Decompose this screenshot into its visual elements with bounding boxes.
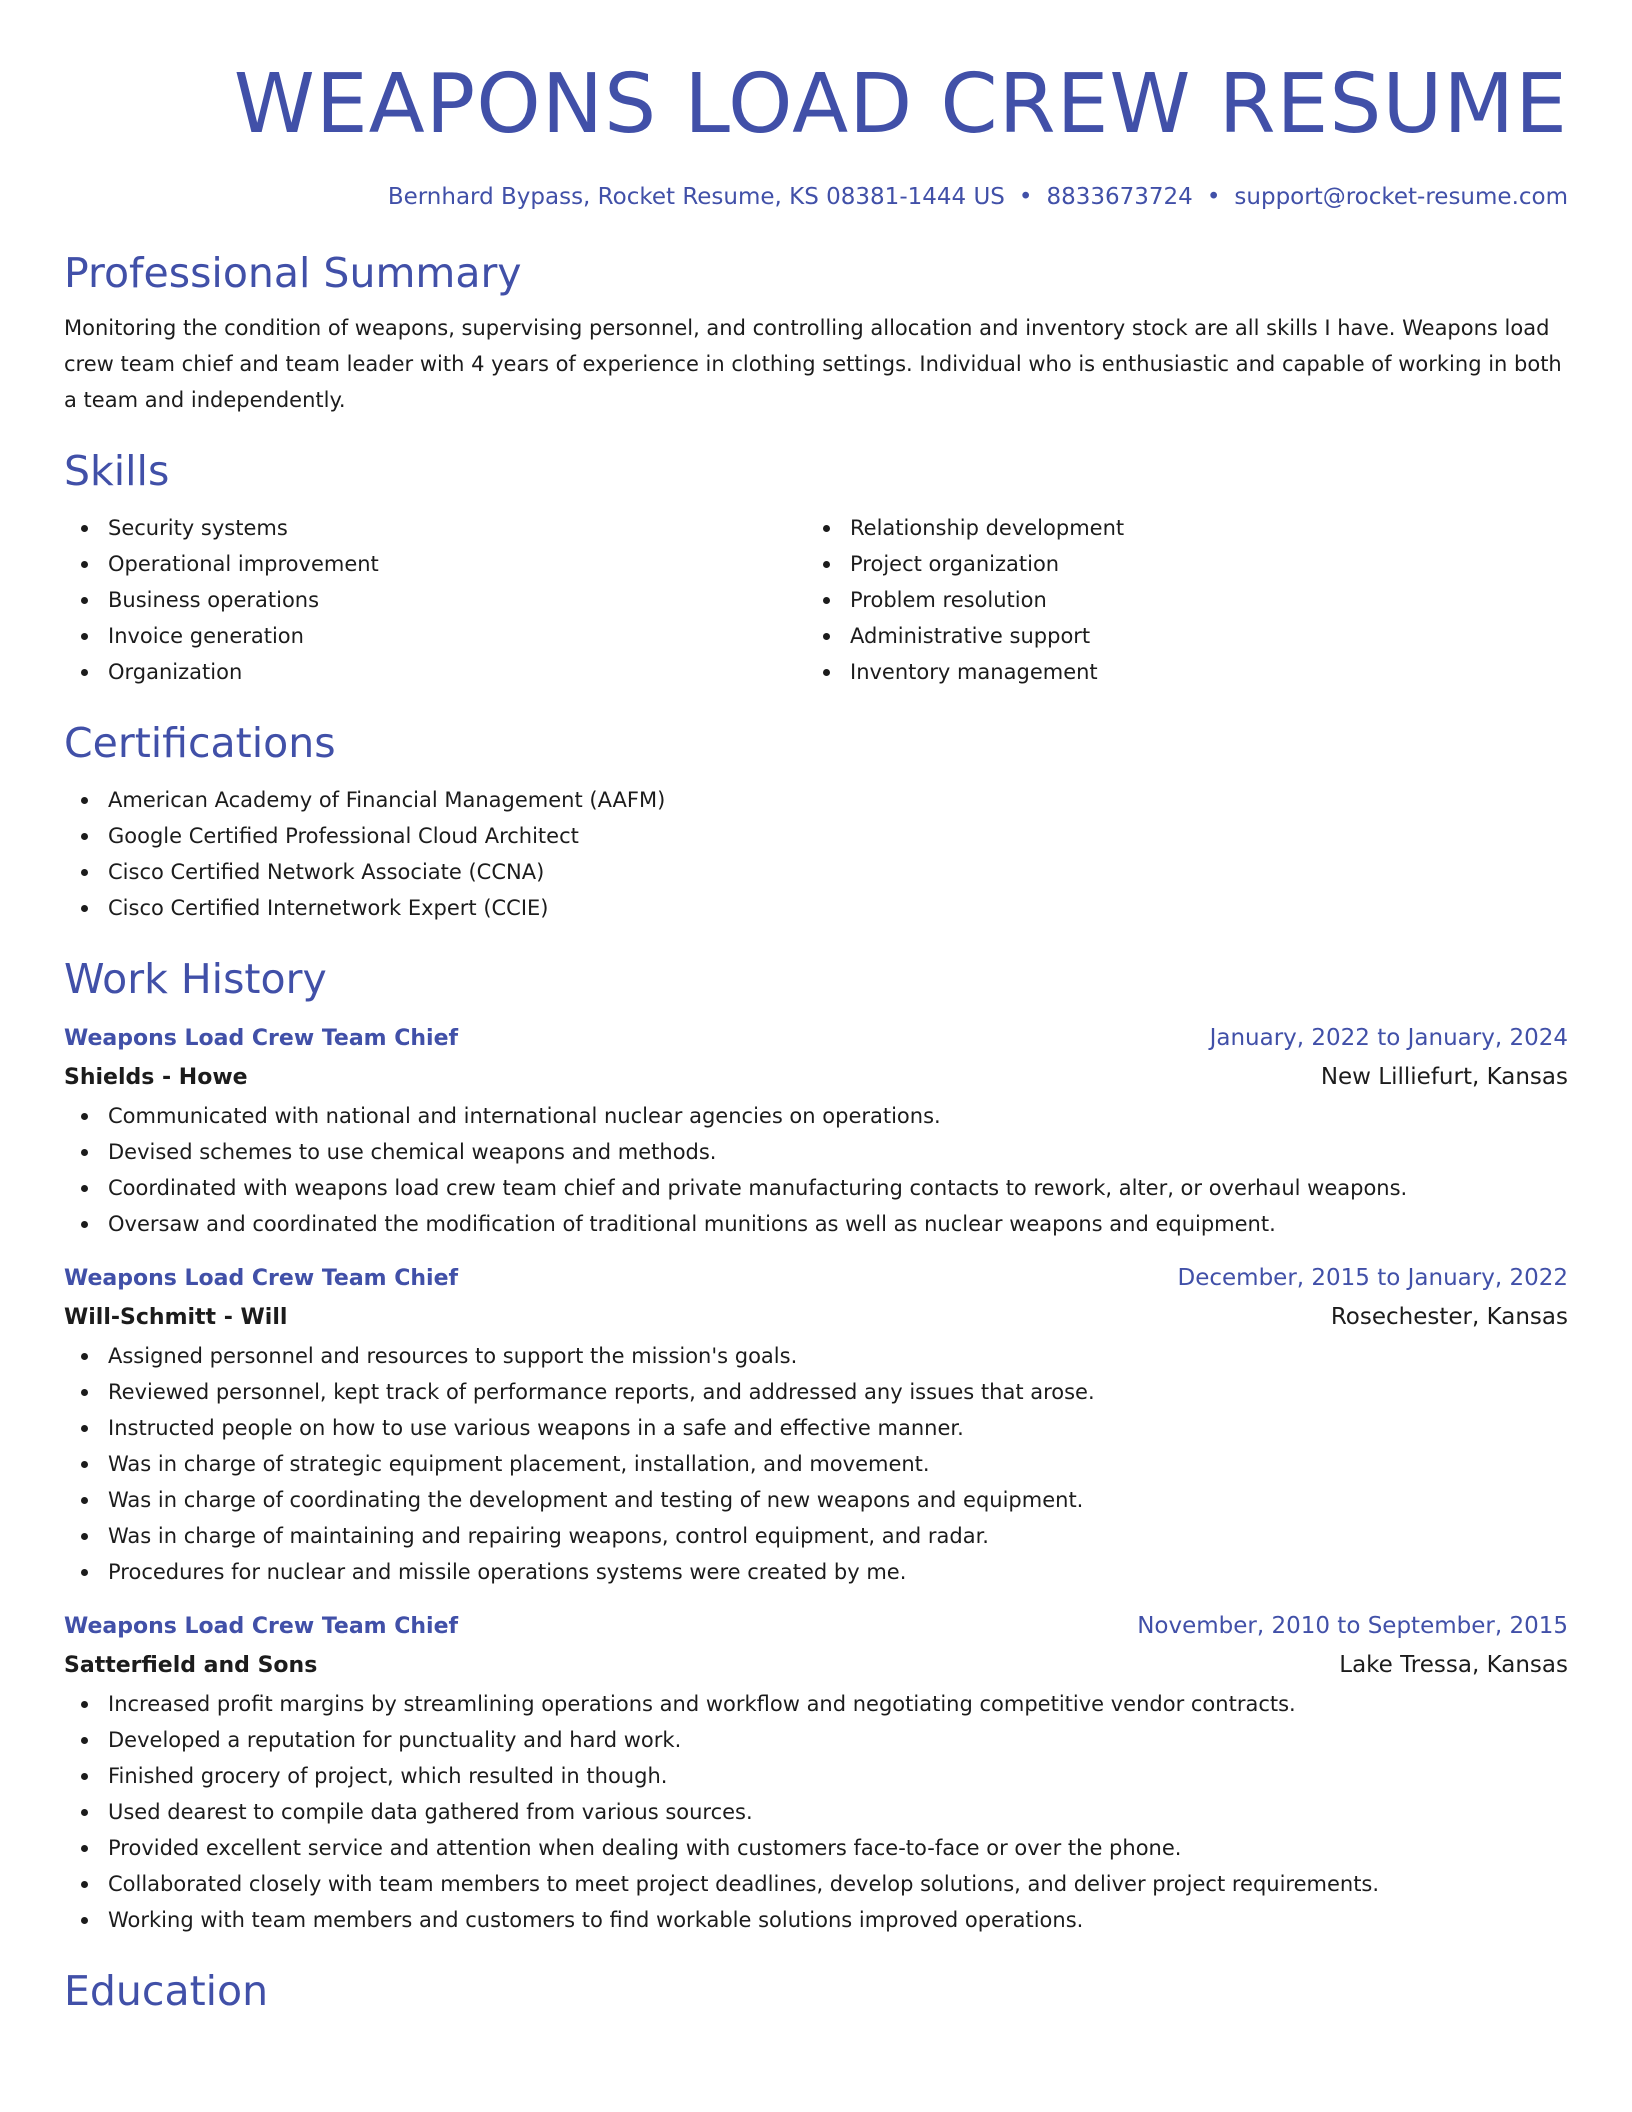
skill-item: Operational improvement (64, 546, 806, 582)
skills-list (64, 510, 1568, 690)
job-bullets (64, 1098, 1568, 1242)
contact-address: Bernhard Bypass, Rocket Resume, KS 08381-1444 US (387, 184, 1005, 210)
job-bullet: Procedures for nuclear and missile operations systems were created by me. (64, 1554, 1568, 1590)
certification-item: American Academy of Financial Management (AAFM) (64, 782, 1568, 818)
job-header-row (64, 1020, 1568, 1057)
contact-separator: • (1206, 184, 1221, 210)
job-title: Weapons Load Crew Team Chief (64, 1266, 459, 1291)
skill-item: Inventory management (806, 654, 1548, 690)
job-header-row (64, 1608, 1568, 1645)
skill-item: Problem resolution (806, 582, 1548, 618)
job-bullet: Finished grocery of project, which resulted in though. (64, 1758, 1568, 1794)
job-company-row (64, 1057, 1568, 1098)
job-bullet: Assigned personnel and resources to support the mission's goals. (64, 1338, 1568, 1374)
certification-item: Cisco Certified Internetwork Expert (CCIE) (64, 890, 1568, 926)
job-location: Rosechester, Kansas (1330, 1304, 1568, 1330)
job-location: Lake Tressa, Kansas (1339, 1652, 1568, 1678)
summary-heading: Professional Summary (64, 249, 522, 297)
job-bullet: Used dearest to compile data gathered from various sources. (64, 1794, 1568, 1830)
job-bullet: Devised schemes to use chemical weapons and methods. (64, 1134, 1568, 1170)
job-bullet: Oversaw and coordinated the modification of traditional munitions as well as nuclear weapons and equipment. (64, 1206, 1568, 1242)
skill-item: Administrative support (806, 618, 1548, 654)
contact-line (64, 182, 1568, 212)
resume-page (64, 0, 1568, 2018)
contact-separator: • (1018, 184, 1033, 210)
job-company: Satterfield and Sons (64, 1653, 318, 1678)
job-title: Weapons Load Crew Team Chief (64, 1614, 459, 1639)
job-company-row (64, 1645, 1568, 1686)
job-bullet: Was in charge of maintaining and repairing weapons, control equipment, and radar. (64, 1518, 1568, 1554)
job-bullet: Working with team members and customers to find workable solutions improved operations. (64, 1902, 1568, 1938)
skill-item: Business operations (64, 582, 806, 618)
job-dates: November, 2010 to September, 2015 (1137, 1613, 1568, 1639)
job-company: Shields - Howe (64, 1065, 248, 1090)
job-entry (64, 1608, 1568, 1938)
job-entry (64, 1260, 1568, 1590)
skills-column-right (806, 510, 1548, 690)
job-dates: January, 2022 to January, 2024 (1209, 1025, 1568, 1051)
job-location: New Lilliefurt, Kansas (1320, 1064, 1568, 1090)
job-bullets (64, 1686, 1568, 1938)
skill-item: Relationship development (806, 510, 1548, 546)
skills-heading: Skills (64, 447, 170, 495)
job-company: Will-Schmitt - Will (64, 1305, 288, 1330)
education-heading: Education (64, 1967, 269, 2015)
skill-item: Invoice generation (64, 618, 806, 654)
contact-phone: 8833673724 (1046, 184, 1193, 210)
skill-item: Project organization (806, 546, 1548, 582)
job-bullet: Increased profit margins by streamlining operations and workflow and negotiating competitive vendor contracts. (64, 1686, 1568, 1722)
certifications-heading: Certifications (64, 719, 336, 767)
job-bullet: Communicated with national and international nuclear agencies on operations. (64, 1098, 1568, 1134)
job-bullet: Was in charge of strategic equipment placement, installation, and movement. (64, 1446, 1568, 1482)
job-dates: December, 2015 to January, 2022 (1177, 1265, 1568, 1291)
job-title: Weapons Load Crew Team Chief (64, 1026, 459, 1051)
job-company-row (64, 1297, 1568, 1338)
job-bullet: Was in charge of coordinating the development and testing of new weapons and equipment. (64, 1482, 1568, 1518)
skill-item: Organization (64, 654, 806, 690)
job-bullet: Instructed people on how to use various weapons in a safe and effective manner. (64, 1410, 1568, 1446)
job-entry (64, 1020, 1568, 1242)
job-bullets (64, 1338, 1568, 1590)
job-bullet: Coordinated with weapons load crew team chief and private manufacturing contacts to rework, alter, or overhaul weapons. (64, 1170, 1568, 1206)
skill-item: Security systems (64, 510, 806, 546)
job-bullet: Collaborated closely with team members to meet project deadlines, develop solutions, and deliver project requirements. (64, 1866, 1568, 1902)
certification-item: Google Certified Professional Cloud Architect (64, 818, 1568, 854)
job-bullet: Developed a reputation for punctuality and hard work. (64, 1722, 1568, 1758)
job-bullet: Reviewed personnel, kept track of performance reports, and addressed any issues that arose. (64, 1374, 1568, 1410)
skills-column-left (64, 510, 806, 690)
certification-item: Cisco Certified Network Associate (CCNA) (64, 854, 1568, 890)
contact-email: support@rocket-resume.com (1234, 184, 1568, 210)
job-header-row (64, 1260, 1568, 1297)
certifications-list (64, 782, 1568, 926)
resume-title: WEAPONS LOAD CREW RESUME (233, 57, 1568, 152)
work-history-heading: Work History (64, 955, 327, 1003)
summary-text: Monitoring the condition of weapons, supervising personnel, and controlling allocation and inventory stock are all skills I have. Weapons load crew team chief and team leader with 4 years of experience in clothing settings. Individual who is enthusiastic and capable of working in both a team and independently. (64, 316, 1562, 412)
job-bullet: Provided excellent service and attention when dealing with customers face-to-face or over the phone. (64, 1830, 1568, 1866)
